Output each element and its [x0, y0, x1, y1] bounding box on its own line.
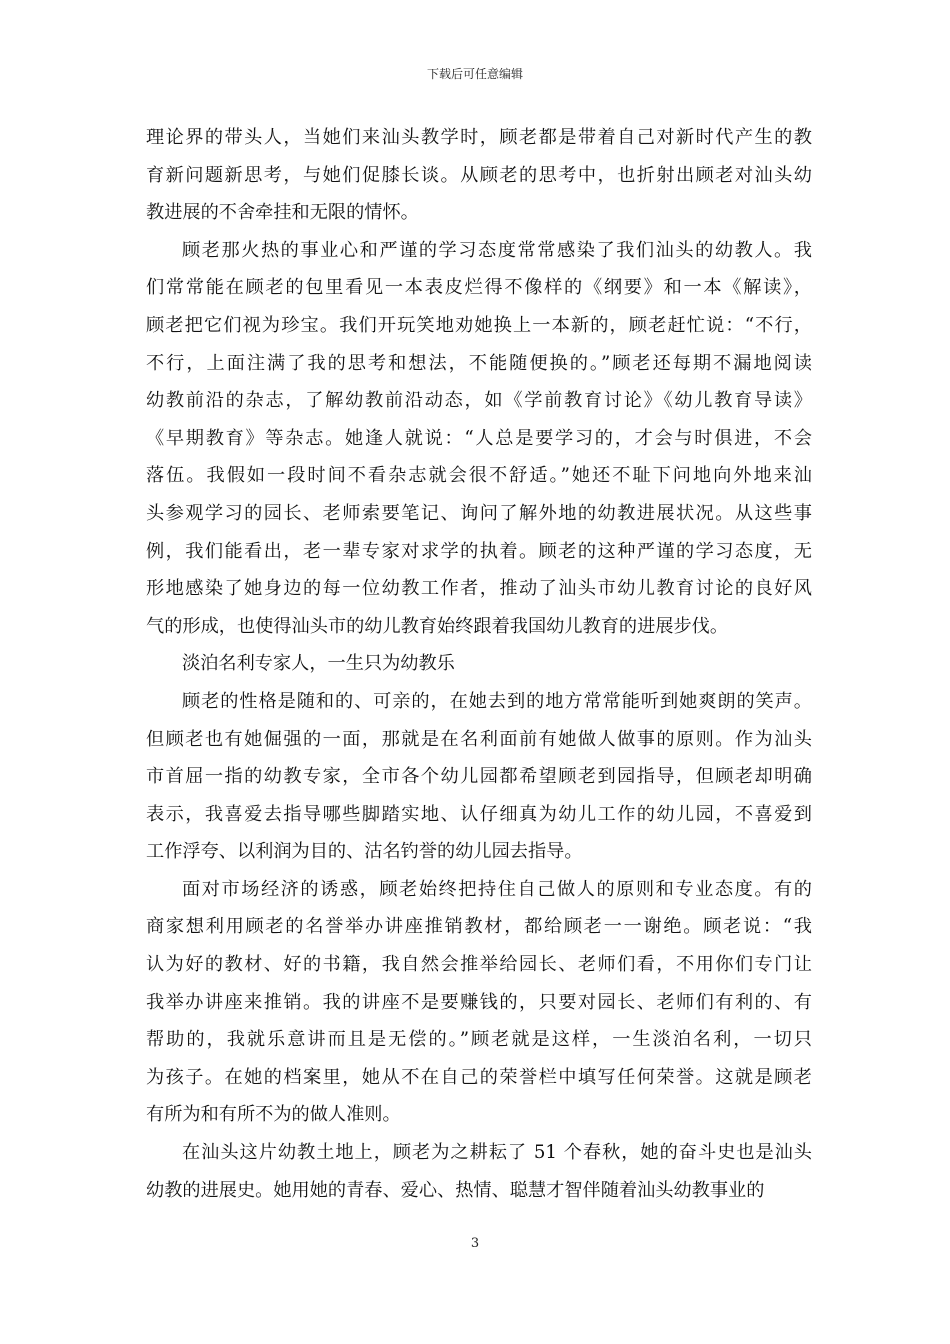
text-line: 教进展的不舍牵挂和无限的情怀。 [146, 202, 419, 224]
text-line: 我举办讲座来推销。我的讲座不是要赚钱的，只要对园长、老师们有利的、有 [146, 991, 812, 1013]
text-line: 顾老的性格是随和的、可亲的，在她去到的地方常常能听到她爽朗的笑声。 [182, 690, 812, 712]
text-line: 形地感染了她身边的每一位幼教工作者，推动了汕头市幼儿教育讨论的良好风 [146, 578, 812, 600]
text-line: 落伍。我假如一段时间不看杂志就会很不舒适。”她还不耻下问地向外地来汕 [146, 465, 812, 487]
text-line: 理论界的带头人，当她们来汕头教学时，顾老都是带着自己对新时代产生的教 [146, 127, 812, 148]
text-line: 头参观学习的园长、老师索要笔记、询问了解外地的幼教进展状况。从这些事 [146, 502, 812, 524]
page-header: 下载后可任意编辑 [426, 67, 523, 81]
paragraph [146, 1134, 812, 1209]
text-line: 育新问题新思考，与她们促膝长谈。从顾老的思考中，也折射出顾老对汕头幼 [146, 164, 812, 186]
text-line: 《早期教育》等杂志。她逢人就说：“人总是要学习的，才会与时俱进，不会 [146, 427, 812, 449]
text-line: 幼教前沿的杂志，了解幼教前沿动态，如《学前教育讨论》《幼儿教育导读》 [146, 390, 812, 412]
text-line: 为孩子。在她的档案里，她从不在自己的荣誉栏中填写任何荣誉。这就是顾老 [146, 1066, 812, 1088]
article-body [146, 119, 812, 1209]
paragraph [146, 119, 812, 232]
text-line: 顾老把它们视为珍宝。我们开玩笑地劝她换上一本新的，顾老赶忙说：“不行， [146, 314, 812, 336]
text-line: 气的形成，也使得汕头市的幼儿教育始终跟着我国幼儿教育的进展步伐。 [146, 615, 729, 637]
text-line: 不行，上面注满了我的思考和想法，不能随便换的。”顾老还每期不漏地阅读 [146, 352, 812, 374]
text-line: 认为好的教材、好的书籍，我自然会推举给园长、老师们看，不用你们专门让 [146, 954, 812, 976]
text-line: 淡泊名利专家人，一生只为幼教乐 [182, 653, 455, 675]
text-line: 但顾老也有她倔强的一面，那就是在名利面前有她做人做事的原则。作为汕头 [146, 728, 812, 750]
page-number: 3 [470, 1236, 480, 1251]
text-line: 商家想利用顾老的名誉举办讲座推销教材，都给顾老一一谢绝。顾老说：“我 [146, 916, 812, 938]
paragraph [146, 683, 812, 871]
text-line: 幼教的进展史。她用她的青春、爱心、热情、聪慧才智伴随着汕头幼教事业的 [146, 1179, 765, 1201]
text-line: 有所为和有所不为的做人准则。 [146, 1104, 401, 1126]
text-line: 表示，我喜爱去指导哪些脚踏实地、认仔细真为幼儿工作的幼儿园，不喜爱到 [146, 803, 812, 825]
text-line: 市首屈一指的幼教专家，全市各个幼儿园都希望顾老到园指导，但顾老却明确 [146, 766, 812, 788]
paragraph [146, 645, 812, 683]
text-line: 顾老那火热的事业心和严谨的学习态度常常感染了我们汕头的幼教人。我 [182, 239, 812, 261]
paragraph [146, 871, 812, 1134]
text-line: 在汕头这片幼教土地上，顾老为之耕耘了 51 个春秋，她的奋斗史也是汕头 [182, 1142, 812, 1164]
text-line: 工作浮夸、以利润为目的、沽名钓誉的幼儿园去指导。 [146, 841, 583, 863]
text-line: 例，我们能看出，老一辈专家对求学的执着。顾老的这种严谨的学习态度，无 [146, 540, 812, 562]
text-line: 面对市场经济的诱惑，顾老始终把持住自己做人的原则和专业态度。有的 [182, 878, 812, 900]
text-line: 们常常能在顾老的包里看见一本表皮烂得不像样的《纲要》和一本《解读》， [146, 277, 812, 299]
paragraph [146, 232, 812, 646]
text-line: 帮助的，我就乐意讲而且是无偿的。”顾老就是这样，一生淡泊名利，一切只 [146, 1029, 812, 1051]
